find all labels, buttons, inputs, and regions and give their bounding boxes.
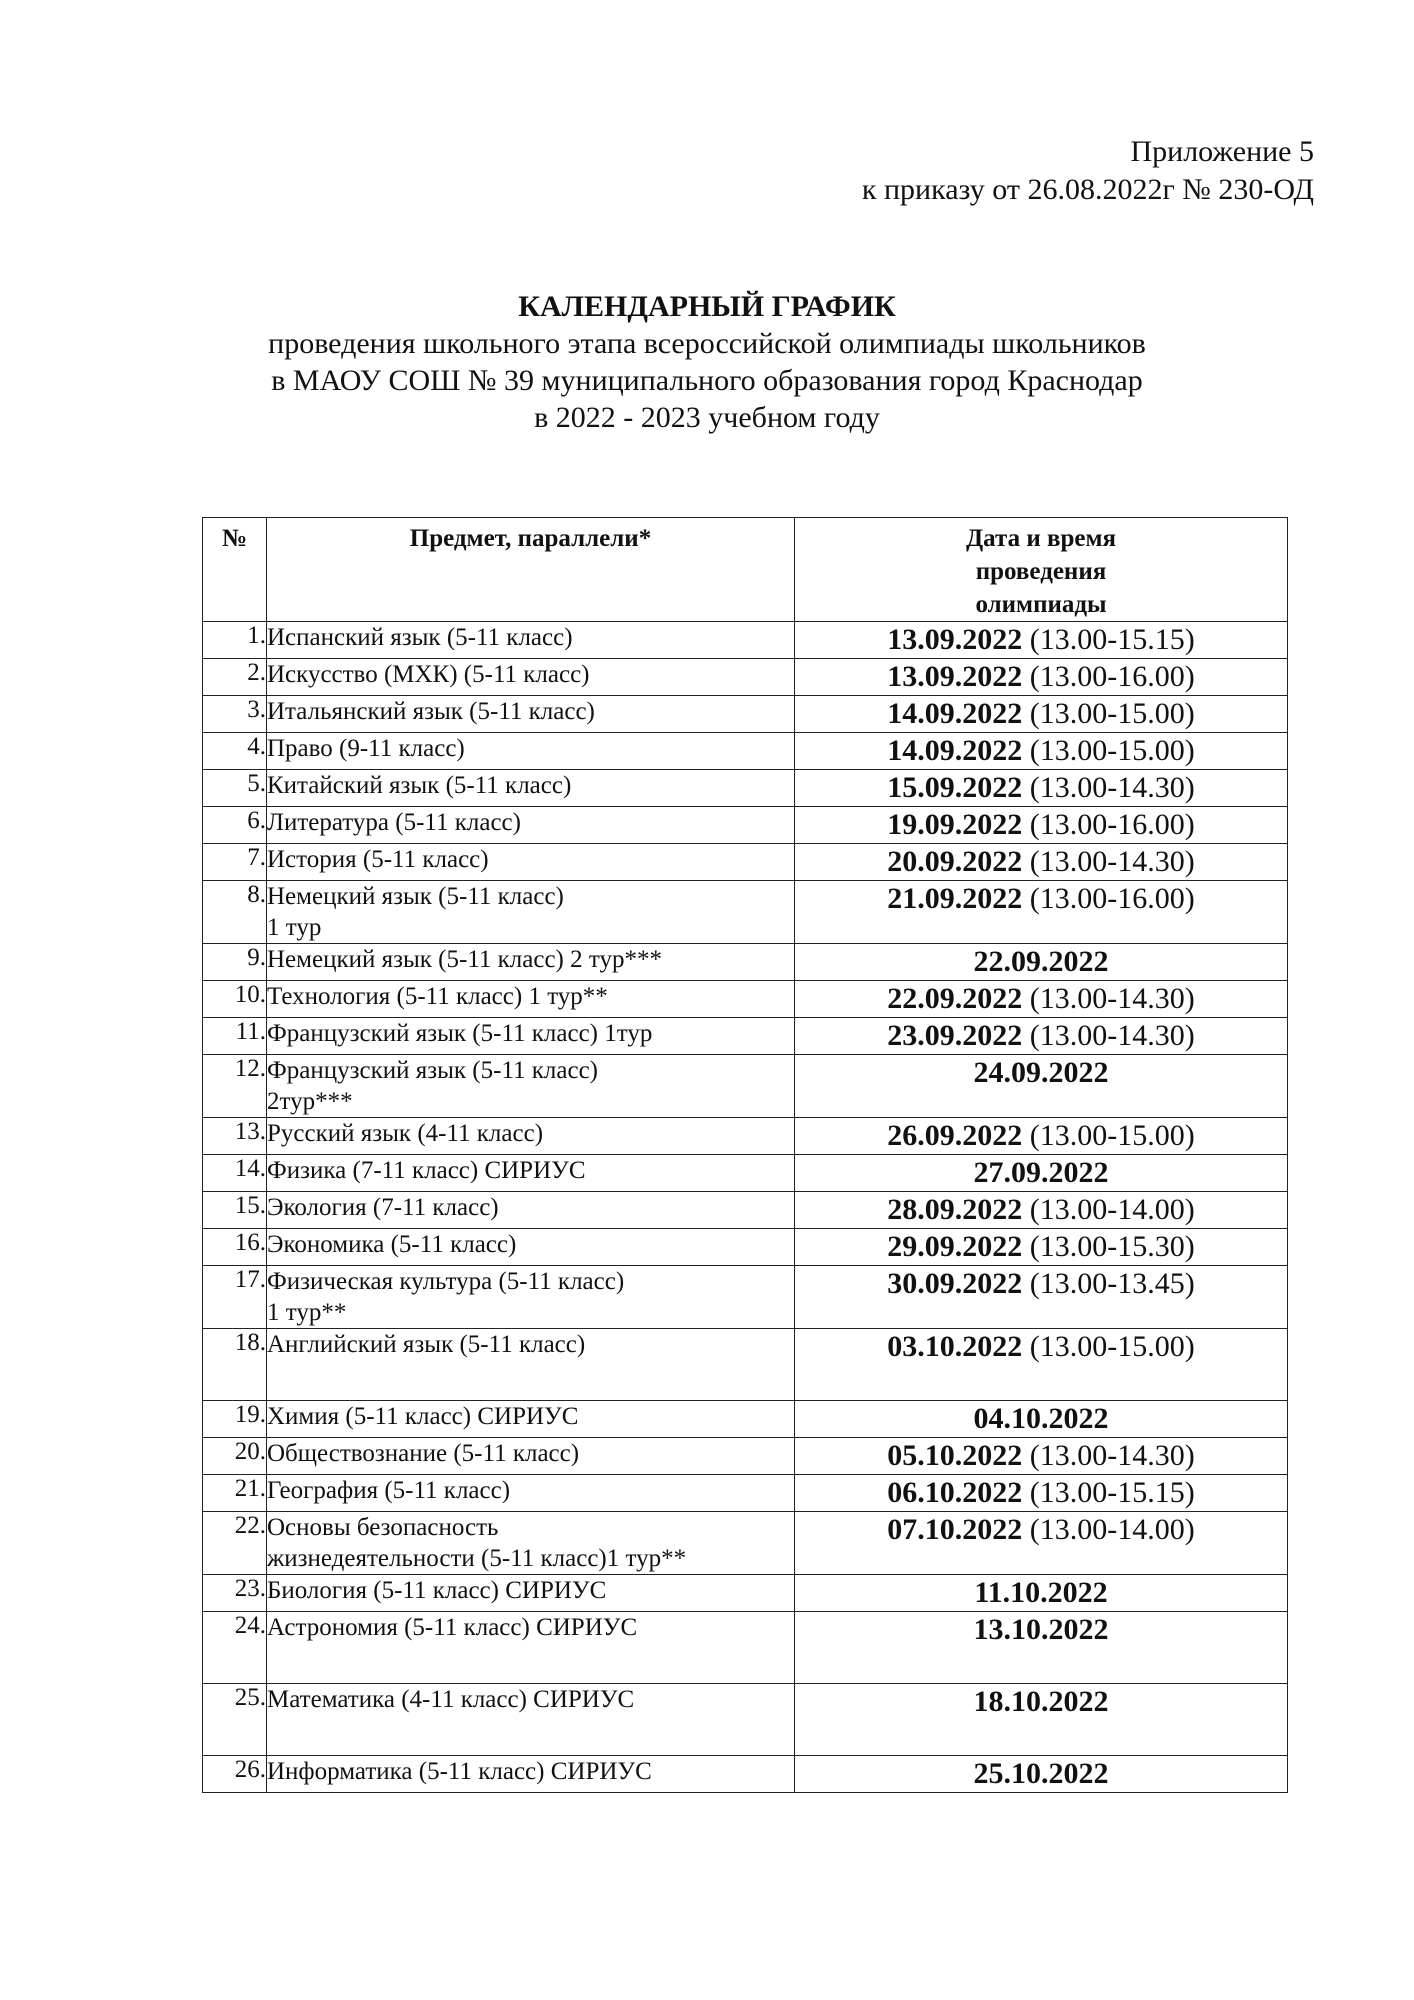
time-value: (13.00-14.00) — [1022, 1193, 1195, 1226]
date-value: 29.09.2022 — [887, 1230, 1023, 1263]
time-value: (13.00-15.30) — [1022, 1230, 1195, 1263]
row-subject — [267, 1055, 795, 1118]
row-date — [795, 1401, 1288, 1438]
table-row — [203, 1438, 1288, 1475]
date-value: 13.09.2022 — [887, 623, 1023, 656]
row-number: 7. — [203, 844, 267, 881]
subject-line: Немецкий язык (5-11 класс) — [267, 883, 564, 910]
table-row — [203, 733, 1288, 770]
date-value: 22.09.2022 — [887, 982, 1023, 1015]
time-value: (13.00-15.00) — [1022, 1330, 1195, 1363]
table-row — [203, 844, 1288, 881]
row-date — [795, 733, 1288, 770]
date-value: 25.10.2022 — [973, 1757, 1109, 1790]
header-subject: Предмет, параллели* — [267, 518, 795, 622]
row-date — [795, 1756, 1288, 1793]
row-date — [795, 881, 1288, 944]
row-number: 2. — [203, 659, 267, 696]
subject-line: Французский язык (5-11 класс) — [267, 1057, 599, 1084]
row-date — [795, 1229, 1288, 1266]
date-value: 24.09.2022 — [973, 1056, 1109, 1089]
table-row — [203, 1329, 1288, 1401]
row-subject — [267, 1118, 795, 1155]
header-date — [795, 518, 1288, 622]
row-number: 25. — [203, 1684, 267, 1756]
date-value: 04.10.2022 — [973, 1402, 1109, 1435]
subject-line: Обществознание (5-11 класс) — [267, 1440, 580, 1467]
time-value: (13.00-16.00) — [1022, 808, 1195, 841]
subject-line: Французский язык (5-11 класс) 1тур — [267, 1020, 653, 1047]
row-number: 4. — [203, 733, 267, 770]
table-row — [203, 1512, 1288, 1575]
subject-line: Химия (5-11 класс) СИРИУС — [267, 1403, 579, 1430]
subject-line: Литература (5-11 класс) — [267, 809, 521, 836]
title-line-2: в МАОУ СОШ № 39 муниципального образования город Краснодар — [271, 364, 1143, 397]
row-subject — [267, 1512, 795, 1575]
row-subject — [267, 1155, 795, 1192]
table-row — [203, 1401, 1288, 1438]
row-date — [795, 944, 1288, 981]
date-value: 18.10.2022 — [973, 1685, 1109, 1718]
subject-line-2: жизнедеятельности (5-11 класс)1 тур** — [267, 1545, 687, 1572]
table-row — [203, 1155, 1288, 1192]
subject-line: Экономика (5-11 класс) — [267, 1231, 517, 1258]
row-number: 20. — [203, 1438, 267, 1475]
row-date — [795, 807, 1288, 844]
row-number: 5. — [203, 770, 267, 807]
row-number: 9. — [203, 944, 267, 981]
table-row — [203, 1756, 1288, 1793]
row-number: 21. — [203, 1475, 267, 1512]
date-value: 13.09.2022 — [887, 660, 1023, 693]
row-date — [795, 622, 1288, 659]
row-number: 6. — [203, 807, 267, 844]
row-number: 22. — [203, 1512, 267, 1575]
date-value: 27.09.2022 — [973, 1156, 1109, 1189]
time-value: (13.00-16.00) — [1022, 660, 1195, 693]
row-date — [795, 770, 1288, 807]
row-date — [795, 844, 1288, 881]
subject-line: Русский язык (4-11 класс) — [267, 1120, 544, 1147]
row-subject — [267, 881, 795, 944]
row-date — [795, 1118, 1288, 1155]
time-value: (13.00-13.45) — [1022, 1267, 1195, 1300]
row-number: 8. — [203, 881, 267, 944]
row-number: 3. — [203, 696, 267, 733]
date-value: 07.10.2022 — [887, 1513, 1023, 1546]
table-row — [203, 1684, 1288, 1756]
date-value: 05.10.2022 — [887, 1439, 1023, 1472]
row-date — [795, 696, 1288, 733]
time-value: (13.00-14.30) — [1022, 1439, 1195, 1472]
subject-line: Технология (5-11 класс) 1 тур** — [267, 983, 608, 1010]
time-value: (13.00-14.00) — [1022, 1513, 1195, 1546]
row-number: 24. — [203, 1612, 267, 1684]
table-row — [203, 981, 1288, 1018]
subject-line: География (5-11 класс) — [267, 1477, 511, 1504]
row-subject — [267, 1475, 795, 1512]
row-number: 15. — [203, 1192, 267, 1229]
subject-line: Основы безопасность — [267, 1514, 499, 1541]
appendix-header — [862, 133, 1314, 209]
subject-line: История (5-11 класс) — [267, 846, 489, 873]
row-subject — [267, 1756, 795, 1793]
header-date-line-2: проведения — [975, 558, 1107, 585]
date-value: 26.09.2022 — [887, 1119, 1023, 1152]
date-value: 13.10.2022 — [973, 1613, 1109, 1646]
table-header-row — [203, 518, 1288, 622]
row-number: 11. — [203, 1018, 267, 1055]
appendix-number: Приложение 5 — [1130, 135, 1314, 168]
table-row — [203, 770, 1288, 807]
date-value: 23.09.2022 — [887, 1019, 1023, 1052]
time-value: (13.00-15.00) — [1022, 734, 1195, 767]
subject-line-2: 1 тур** — [267, 1299, 347, 1326]
row-number: 23. — [203, 1575, 267, 1612]
subject-line-2: 1 тур — [267, 914, 322, 941]
table-row — [203, 696, 1288, 733]
row-subject — [267, 770, 795, 807]
row-subject — [267, 1438, 795, 1475]
subject-line: Физика (7-11 класс) СИРИУС — [267, 1157, 586, 1184]
time-value: (13.00-14.30) — [1022, 1019, 1195, 1052]
date-value: 30.09.2022 — [887, 1267, 1023, 1300]
row-number: 26. — [203, 1756, 267, 1793]
time-value: (13.00-14.30) — [1022, 771, 1195, 804]
row-date — [795, 1055, 1288, 1118]
row-subject — [267, 807, 795, 844]
row-number: 10. — [203, 981, 267, 1018]
time-value: (13.00-15.15) — [1022, 623, 1195, 656]
date-value: 14.09.2022 — [887, 697, 1023, 730]
row-date — [795, 1192, 1288, 1229]
table-row — [203, 1575, 1288, 1612]
date-value: 19.09.2022 — [887, 808, 1023, 841]
subject-line: Физическая культура (5-11 класс) — [267, 1268, 625, 1295]
row-date — [795, 659, 1288, 696]
row-subject — [267, 696, 795, 733]
row-date — [795, 1475, 1288, 1512]
row-number: 1. — [203, 622, 267, 659]
row-date — [795, 1612, 1288, 1684]
row-number: 18. — [203, 1329, 267, 1401]
olympiad-schedule-table — [202, 517, 1288, 1793]
subject-line: Итальянский язык (5-11 класс) — [267, 698, 595, 725]
subject-line: Китайский язык (5-11 класс) — [267, 772, 572, 799]
table-row — [203, 1229, 1288, 1266]
subject-line: Английский язык (5-11 класс) — [267, 1331, 586, 1358]
table-row — [203, 1055, 1288, 1118]
row-date — [795, 1266, 1288, 1329]
time-value: (13.00-15.00) — [1022, 1119, 1195, 1152]
row-date — [795, 1575, 1288, 1612]
subject-line: Искусство (МХК) (5-11 класс) — [267, 661, 590, 688]
table-row — [203, 659, 1288, 696]
row-subject — [267, 733, 795, 770]
document-title — [0, 288, 1414, 436]
row-subject — [267, 1684, 795, 1756]
order-reference: к приказу от 26.08.2022г № 230-ОД — [861, 173, 1314, 206]
row-number: 13. — [203, 1118, 267, 1155]
date-value: 11.10.2022 — [974, 1576, 1108, 1609]
subject-line: Математика (4-11 класс) СИРИУС — [267, 1686, 635, 1713]
date-value: 15.09.2022 — [887, 771, 1023, 804]
time-value: (13.00-14.30) — [1022, 845, 1195, 878]
header-date-line-3: олимпиады — [975, 591, 1107, 618]
row-subject — [267, 1329, 795, 1401]
subject-line: Астрономия (5-11 класс) СИРИУС — [267, 1614, 638, 1641]
table-row — [203, 807, 1288, 844]
table-row — [203, 622, 1288, 659]
row-subject — [267, 1266, 795, 1329]
row-subject — [267, 1612, 795, 1684]
row-subject — [267, 1229, 795, 1266]
table-row — [203, 1266, 1288, 1329]
table-row — [203, 1475, 1288, 1512]
row-subject — [267, 1401, 795, 1438]
table-row — [203, 1192, 1288, 1229]
row-date — [795, 1329, 1288, 1401]
row-number: 12. — [203, 1055, 267, 1118]
time-value: (13.00-15.00) — [1022, 697, 1195, 730]
table-row — [203, 1612, 1288, 1684]
row-date — [795, 981, 1288, 1018]
date-value: 20.09.2022 — [887, 845, 1023, 878]
row-subject — [267, 659, 795, 696]
row-date — [795, 1438, 1288, 1475]
time-value: (13.00-15.15) — [1022, 1476, 1195, 1509]
date-value: 06.10.2022 — [887, 1476, 1023, 1509]
row-subject — [267, 981, 795, 1018]
page-title: КАЛЕНДАРНЫЙ ГРАФИК — [518, 290, 896, 323]
subject-line: Информатика (5-11 класс) СИРИУС — [267, 1758, 652, 1785]
subject-line: Биология (5-11 класс) СИРИУС — [267, 1577, 607, 1604]
row-subject — [267, 622, 795, 659]
date-value: 28.09.2022 — [887, 1193, 1023, 1226]
row-number: 19. — [203, 1401, 267, 1438]
subject-line: Право (9-11 класс) — [267, 735, 465, 762]
table-row — [203, 944, 1288, 981]
title-line-1: проведения школьного этапа всероссийской олимпиады школьников — [268, 327, 1146, 360]
row-subject — [267, 1192, 795, 1229]
row-date — [795, 1512, 1288, 1575]
header-date-line-1: Дата и время — [965, 525, 1117, 552]
row-subject — [267, 1018, 795, 1055]
subject-line: Экология (7-11 класс) — [267, 1194, 499, 1221]
subject-line-2: 2тур*** — [267, 1088, 353, 1115]
time-value: (13.00-16.00) — [1022, 882, 1195, 915]
date-value: 21.09.2022 — [887, 882, 1023, 915]
table-row — [203, 881, 1288, 944]
header-number: № — [203, 518, 267, 622]
date-value: 14.09.2022 — [887, 734, 1023, 767]
time-value: (13.00-14.30) — [1022, 982, 1195, 1015]
table-row — [203, 1018, 1288, 1055]
row-date — [795, 1684, 1288, 1756]
row-number: 16. — [203, 1229, 267, 1266]
subject-line: Немецкий язык (5-11 класс) 2 тур*** — [267, 946, 662, 973]
row-date — [795, 1018, 1288, 1055]
row-subject — [267, 844, 795, 881]
date-value: 22.09.2022 — [973, 945, 1109, 978]
row-subject — [267, 1575, 795, 1612]
title-line-3: в 2022 - 2023 учебном году — [534, 401, 880, 434]
row-number: 17. — [203, 1266, 267, 1329]
row-subject — [267, 944, 795, 981]
table-row — [203, 1118, 1288, 1155]
date-value: 03.10.2022 — [887, 1330, 1023, 1363]
subject-line: Испанский язык (5-11 класс) — [267, 624, 573, 651]
row-number: 14. — [203, 1155, 267, 1192]
row-date — [795, 1155, 1288, 1192]
